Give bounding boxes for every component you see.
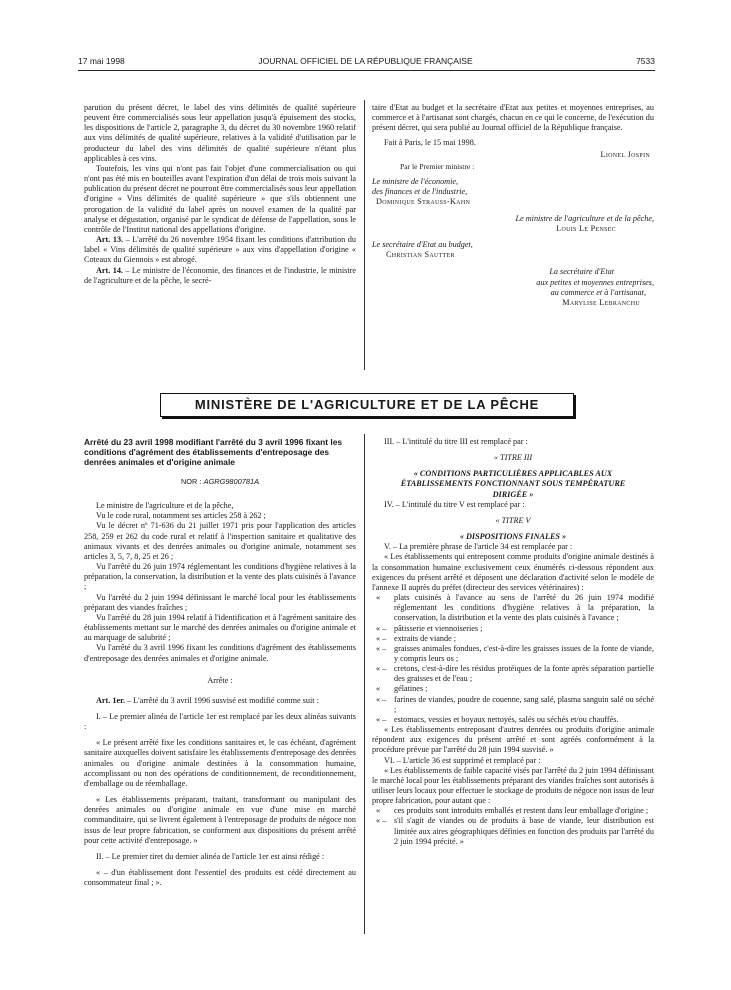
visa: Le ministre de l'agriculture et de la pêche, — [96, 501, 234, 511]
list-item-text: plats cuisinés à l'avance au sens de l'arrêté du 26 juin 1974 modifié réglementant les conditions d'hygiène relatives à la préparation, la conservation, la distribution et la vente des plats cuisinés à l'avance ; — [394, 593, 654, 623]
article-label: Art. 1er. — [96, 695, 126, 705]
visa: Vu l'arrêté du 2 juin 1994 définissant le marché local pour les établissements préparant des viandes fraîches ; — [84, 592, 356, 612]
paragraph: III. – L'intitulé du titre III est remplacé par : — [384, 437, 528, 446]
list-item: « – farines de viandes, poudre de couenne, sang salé, plasma sanguin salé ou séché ; — [376, 694, 654, 714]
visa: Vu le décret nº 71-636 du 21 juillet 1971 pris pour l'application des articles 258, 259 et 262 du code rural et relatif à l'inspection sanitaire et qualitative des animaux vivants et des denrées animales ou d'origine animale, notamment ses articles 3, 5, 7, 8, 25 et 26 ; — [84, 521, 356, 561]
list-item-text: extraits de viande ; — [394, 633, 457, 643]
nor-label: NOR : — [180, 477, 204, 486]
arrete-right-column — [372, 437, 654, 847]
arrete-title: Arrêté du 23 avril 1998 modifiant l'arrêté du 3 avril 1996 fixant les conditions d'agrément des établissements d'entreposage des denrées animales et d'origine animale — [84, 437, 343, 467]
quoted-paragraph: « Les établissements entreposant d'autres denrées ou produits d'origine animale répondent aux exigences du présent arrêté et sont agréés conformément à la procédure prévue par l'arrêté du 28 juin 1994 susvisé. » — [372, 725, 654, 755]
done-at: Fait à Paris, le 15 mai 1998. — [384, 138, 476, 148]
header-rule — [78, 70, 655, 71]
list-item-text: graisses animales fondues, c'est-à-dire les graisses issues de la fonte de viande, y compris leurs os ; — [394, 643, 654, 663]
column-divider — [364, 434, 365, 934]
paragraph: I. – Le premier alinéa de l'article 1er est remplacé par les deux alinéas suivants : — [84, 711, 356, 732]
signature-name: Dominique Strauss-Kahn — [376, 197, 471, 207]
header-date: 17 mai 1998 — [78, 56, 125, 66]
list-item: « – extraits de viande ; — [376, 633, 457, 643]
column-divider — [364, 100, 365, 370]
list-item-text: ces produits sont introduits emballés et restent dans leur emballage d'origine ; — [394, 806, 649, 816]
paragraph: Toutefois, les vins qui n'ont pas fait l'objet d'une commercialisation ou qui n'ont pas été mis en bouteilles avant l'expiration d'un délai de trois mois suivant la publication du présent décret ne pourront être commercialisés sous leur appellation d'origine « Vins délimités de qualité supérieure » que s'ils obtiennent une prorogation de la validité du label après un nouvel examen de la qualité par analyse et dégustation, organisé par le syndicat de défense de l'appellation, sous le contrôle de l'Institut national des appellations d'origine. — [84, 163, 356, 234]
quoted-paragraph: « Les établissements de faible capacité visés par l'arrêté du 2 juin 1994 définissant le marché local pour les établissements préparant des viandes fraîches sont autorisés à utiliser leurs locaux pour effectuer le stockage de produits de négoce non issus de leur propre fabrication, pour autant que : — [372, 765, 654, 806]
signature-title: La secrétaire d'Etat — [549, 267, 614, 277]
list-item-text: pâtisserie et viennoiseries ; — [394, 623, 483, 633]
arrete-word: Arrête : — [207, 675, 233, 685]
list-item-text: estomacs, vessies et boyaux nettoyés, salés ou séchés et/ou chauffés. — [394, 714, 619, 724]
quoted-paragraph: « – d'un établissement dont l'essentiel des produits est cédé directement au consommateur final ; ». — [84, 868, 356, 888]
paragraph: taire d'Etat au budget et la secrétaire d'Etat aux petites et moyennes entreprises, au commerce et à l'artisanat sont chargés, chacun en ce qui le concerne, de l'exécution du présent décret, qui sera publié au Journal officiel de la République française. — [372, 103, 654, 133]
visa: Vu l'arrêté du 26 juin 1974 réglementant les conditions d'hygiène relatives à la préparation, la conservation, la distribution et la vente des plats cuisinés à l'avance ; — [84, 562, 356, 592]
paragraph: V. – La première phrase de l'article 34 est remplacée par : — [384, 542, 573, 552]
title-name: « CONDITIONS PARTICULIÈRES APPLICABLES AUX ÉTABLISSEMENTS FONCTIONNANT SOUS TEMPÉRATURE DIRIGÉE » — [400, 469, 626, 499]
paragraph: VI. – L'article 36 est supprimé et remplacé par : — [384, 755, 541, 765]
title-name: « DISPOSITIONS FINALES » — [459, 532, 567, 542]
paragraph: parution du présent décret, le label des vins délimités de qualité supérieure peuvent être commercialisés sous leur appellation jusqu'à épuisement des stocks, les dispositions de l'article 2, paragraphe 3, du décret du 30 novembre 1960 relatif aux vins délimités de qualité supérieure, relatives à la validité d'utilisation par le producteur du label des vins délimités de qualité supérieure n'étant plus applicables à ces vins. — [84, 103, 356, 163]
list-item-text: cretons, c'est-à-dire les résidus protéiques de la fonte après séparation partielle des graisses et de l'eau ; — [394, 664, 654, 684]
quoted-paragraph: « Les établissements qui entreposent comme produits d'origine animale destinés à la consommation humaine exclusivement ceux énumérés ci-dessous répondent aux exigences du présent arrêté et déposent une déclaration d'activité selon le modèle de l'annexe II auprès du préfet (directeur des services vétérinaires) : — [372, 552, 654, 592]
header-page-number: 7533 — [636, 56, 655, 66]
list-item: « plats cuisinés à l'avance au sens de l'arrêté du 26 juin 1974 modifié réglementant les conditions d'hygiène relatives à la préparation, la conservation, la distribution et la vente des plats cuisinés à l'avance ; — [376, 593, 654, 623]
signature-prime-minister: Lionel Jospin — [600, 149, 650, 159]
article-text: – L'arrêté du 26 novembre 1954 fixant les conditions d'attribution du label « Vins délimités de qualité supérieure » aux vins d'appellation d'origine « Coteaux du Giennois » est abrogé. — [84, 235, 356, 265]
list-item: « – estomacs, vessies et boyaux nettoyés, salés ou séchés et/ou chauffés. — [376, 714, 619, 724]
quoted-paragraph: « Le présent arrêté fixe les conditions sanitaires et, le cas échéant, d'agrément sanitaire auxquelles doivent satisfaire les établissements d'entreposage des denrées animales ou d'origine animale destinées à la consommation humaine, accomplissant ou non des opérations de conditionnement, de reconditionnement, d'emballage ou de réemballage. — [84, 738, 356, 788]
list-item-text: gélatines ; — [394, 684, 428, 694]
visa: Vu l'arrêté du 3 avril 1996 fixant les conditions d'agrément des établissements d'entreposage des denrées animales et d'origine animale. — [84, 643, 356, 663]
quoted-paragraph: « Les établissements préparant, traitant, transformant ou manipulant des denrées animales ou d'origine animale en vue d'une mise en marché commanditaire, qui se livrent également à l'entreposage de produits de négoce non issus de leur propre fabrication, se conforment aux dispositions du présent arrêté pour cette activité d'entreposage. » — [84, 795, 356, 845]
list-item: « – s'il s'agit de viandes ou de produits à base de viande, leur distribution est limitée aux aires géographiques définies en fonction des produits par l'arrêté du 2 juin 1994 précité. » — [376, 816, 654, 846]
list-item: « gélatines ; — [376, 684, 428, 694]
article-14 — [84, 266, 356, 286]
signature-title: des finances et de l'industrie, — [372, 187, 468, 197]
list-item: « – cretons, c'est-à-dire les résidus protéiques de la fonte après séparation partielle des graisses et de l'eau ; — [376, 664, 654, 684]
page-header — [0, 56, 731, 70]
paragraph: II. – Le premier tiret du dernier alinéa de l'article 1er est ainsi rédigé : — [96, 851, 325, 861]
visa: Vu le code rural, notamment ses articles 258 à 262 ; — [96, 511, 266, 521]
header-journal-title: JOURNAL OFFICIEL DE LA RÉPUBLIQUE FRANÇAISE — [258, 56, 473, 66]
signature-name: Louis Le Pensec — [556, 223, 616, 233]
nor-code: AGRG9800781A — [203, 477, 260, 486]
list-item-text: s'il s'agit de viandes ou de produits à base de viande, leur distribution est limitée aux aires géographiques définies en fonction des produits par l'arrêté du 2 juin 1994 précité. » — [394, 816, 654, 846]
signature-title: Le ministre de l'économie, — [372, 177, 459, 187]
nor-reference — [84, 477, 356, 487]
paragraph: IV. – L'intitulé du titre V est remplacé par : — [384, 499, 525, 509]
signature-title: Le ministre de l'agriculture et de la pêche, — [515, 213, 654, 223]
signature-title: au commerce et à l'artisanat, — [550, 287, 646, 297]
article-text: – Le ministre de l'économie, des finances et de l'industrie, le ministre de l'agriculture et de la pêche, le secré- — [84, 265, 356, 285]
decree-end-left-column — [84, 103, 356, 286]
decree-end-right-column — [372, 103, 654, 308]
title-heading: « TITRE V — [495, 515, 531, 525]
list-item-text: farines de viandes, poudre de couenne, sang salé, plasma sanguin salé ou séché ; — [394, 694, 654, 714]
list-item: « ces produits sont introduits emballés et restent dans leur emballage d'origine ; — [376, 806, 649, 816]
signature-by-pm: Par le Premier ministre : — [400, 161, 475, 171]
visa: Vu l'arrêté du 28 juin 1994 relatif à l'identification et à l'agrément sanitaire des établissements mettant sur le marché des denrées animales ou d'origine animale et au marquage de salubrité ; — [84, 612, 356, 643]
signature-title: Le secrétaire d'Etat au budget, — [372, 240, 473, 250]
article-1 — [84, 696, 356, 706]
list-item: « – graisses animales fondues, c'est-à-dire les graisses issues de la fonte de viande, y compris leurs os ; — [376, 643, 654, 663]
article-label: Art. 14. — [96, 265, 123, 275]
arrete-left-column — [84, 437, 356, 888]
ministry-banner: MINISTÈRE DE L'AGRICULTURE ET DE LA PÊCHE — [160, 393, 574, 417]
signature-title: aux petites et moyennes entreprises, — [536, 277, 654, 287]
list-item: « – pâtisserie et viennoiseries ; — [376, 623, 483, 633]
title-heading: « TITRE III — [493, 453, 533, 463]
article-label: Art. 13. — [96, 235, 124, 245]
article-text: – L'arrêté du 3 avril 1996 susvisé est modifié comme suit : — [125, 695, 319, 705]
signature-name: Marylise Lebranchu — [562, 298, 640, 308]
signature-name: Christian Sautter — [386, 250, 455, 260]
signatures — [372, 150, 654, 309]
article-13 — [84, 235, 356, 265]
